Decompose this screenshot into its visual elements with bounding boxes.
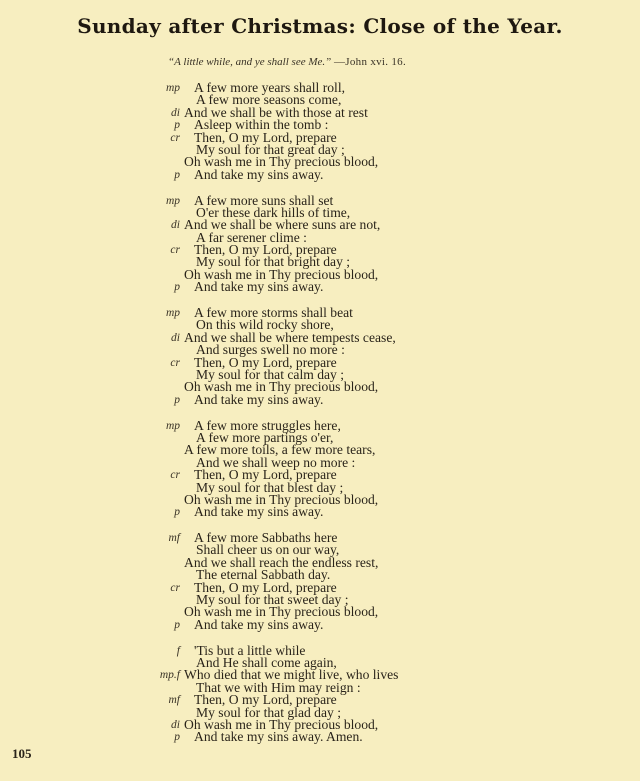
- verse-text: Oh wash me in Thy precious blood,: [184, 716, 379, 732]
- dynamic-mark: p: [174, 618, 180, 631]
- dynamic-mark: mp.f: [159, 669, 180, 682]
- verse-text: O'er these dark hills of time,: [196, 204, 351, 220]
- verse-text: Who died that we might live, who lives: [184, 667, 399, 683]
- verse-text: Asleep within the tomb :: [194, 117, 329, 133]
- verse-line: [0, 281, 640, 293]
- verse-text: Then, O my Lord, prepare: [194, 579, 337, 595]
- verse-text: My soul for that bright day ;: [196, 254, 351, 270]
- verse-text: A few more suns shall set: [194, 192, 334, 208]
- verse-line: [0, 506, 640, 518]
- dynamic-mark: di: [171, 331, 180, 344]
- verse-text: A few more storms shall beat: [194, 305, 353, 321]
- verse-text: On this wild rocky shore,: [196, 317, 334, 333]
- verse-text: 'Tis but a little while: [194, 642, 306, 658]
- verse-line: [0, 391, 640, 407]
- verse-text: Oh wash me in Thy precious blood,: [184, 379, 379, 395]
- dynamic-mark: mf: [168, 694, 180, 707]
- dynamic-mark: mp: [165, 82, 180, 94]
- dynamic-mark: cr: [170, 131, 180, 144]
- dynamic-mark: di: [171, 106, 180, 119]
- verse-line: [0, 166, 640, 182]
- verse-text: Then, O my Lord, prepare: [194, 129, 337, 145]
- verse-text: And we shall reach the endless rest,: [184, 554, 379, 570]
- verse-text: Oh wash me in Thy precious blood,: [184, 266, 379, 282]
- verse-text: And we shall be where suns are not,: [184, 217, 381, 233]
- verse-text: My soul for that blest day ;: [196, 479, 344, 495]
- verse-line: [0, 731, 640, 743]
- verse-text: A far serener clime :: [196, 229, 307, 245]
- verse-text: And surges swell no more :: [196, 342, 345, 358]
- hymn-body: [0, 82, 640, 757]
- dynamic-mark: mp: [165, 419, 180, 432]
- epigraph-reference: —John xvi. 16.: [334, 56, 407, 68]
- page-number: 105: [12, 746, 32, 761]
- verse-text: Then, O my Lord, prepare: [194, 692, 337, 708]
- dynamic-mark: cr: [170, 469, 180, 482]
- stanza: [0, 307, 640, 406]
- dynamic-mark: p: [174, 506, 180, 519]
- dynamic-mark: di: [171, 219, 180, 232]
- verse-text: A few more partings o'er,: [196, 429, 334, 445]
- verse-text: And take my sins away.: [194, 616, 324, 632]
- stanza: [0, 642, 640, 745]
- verse-text: And we shall be with those at rest: [184, 104, 368, 120]
- verse-text: The eternal Sabbath day.: [196, 567, 331, 583]
- verse-text: And He shall come again,: [196, 654, 337, 670]
- stanza: [0, 82, 640, 181]
- dynamic-mark: mf: [168, 532, 180, 545]
- stanza: [0, 192, 640, 295]
- epigraph: [168, 56, 406, 68]
- dynamic-mark: cr: [170, 356, 180, 369]
- dynamic-mark: cr: [170, 244, 180, 257]
- epigraph-quote: “A little while, and ye shall see Me.”: [168, 56, 332, 68]
- page-title: Sunday after Christmas: Close of the Year.: [77, 14, 563, 38]
- dynamic-mark: p: [174, 393, 180, 406]
- verse-text: A few more Sabbaths here: [194, 530, 338, 546]
- verse-text: And we shall be where tempests cease,: [184, 329, 396, 345]
- verse-text: A few more seasons come,: [196, 92, 342, 108]
- verse-text: Then, O my Lord, prepare: [194, 467, 337, 483]
- verse-text: Shall cheer us on our way,: [196, 542, 340, 558]
- verse-text: And take my sins away.: [194, 166, 324, 182]
- verse-line: [0, 219, 640, 231]
- verse-text: That we with Him may reign :: [196, 679, 361, 695]
- verse-text: Then, O my Lord, prepare: [194, 242, 337, 258]
- verse-text: And take my sins away.: [194, 391, 324, 407]
- dynamic-mark: di: [171, 718, 180, 731]
- dynamic-mark: f: [176, 644, 180, 657]
- verse-text: A few more struggles here,: [194, 417, 341, 433]
- verse-text: And we shall weep no more :: [196, 454, 356, 470]
- dynamic-mark: p: [174, 168, 180, 181]
- stanza: [0, 417, 640, 520]
- dynamic-mark: mp: [165, 307, 180, 320]
- verse-text: And take my sins away.: [194, 504, 324, 520]
- verse-text: And take my sins away. Amen.: [194, 729, 363, 745]
- verse-text: My soul for that glad day ;: [196, 704, 341, 720]
- verse-text: A few more years shall roll,: [194, 80, 345, 95]
- verse-text: Oh wash me in Thy precious blood,: [184, 604, 379, 620]
- verse-text: My soul for that sweet day ;: [196, 592, 349, 608]
- dynamic-mark: cr: [170, 581, 180, 594]
- verse-text: My soul for that calm day ;: [196, 366, 344, 382]
- stanza: [0, 532, 640, 631]
- verse-text: A few more toils, a few more tears,: [184, 442, 376, 458]
- dynamic-mark: mp: [165, 194, 180, 207]
- verse-text: Oh wash me in Thy precious blood,: [184, 154, 379, 170]
- verse-text: And take my sins away.: [194, 279, 324, 295]
- dynamic-mark: p: [174, 119, 180, 132]
- verse-text: My soul for that great day ;: [196, 141, 345, 157]
- verse-line: [0, 616, 640, 632]
- verse-text: Then, O my Lord, prepare: [194, 354, 337, 370]
- verse-text: Oh wash me in Thy precious blood,: [184, 491, 379, 507]
- dynamic-mark: p: [174, 731, 180, 744]
- dynamic-mark: p: [174, 281, 180, 294]
